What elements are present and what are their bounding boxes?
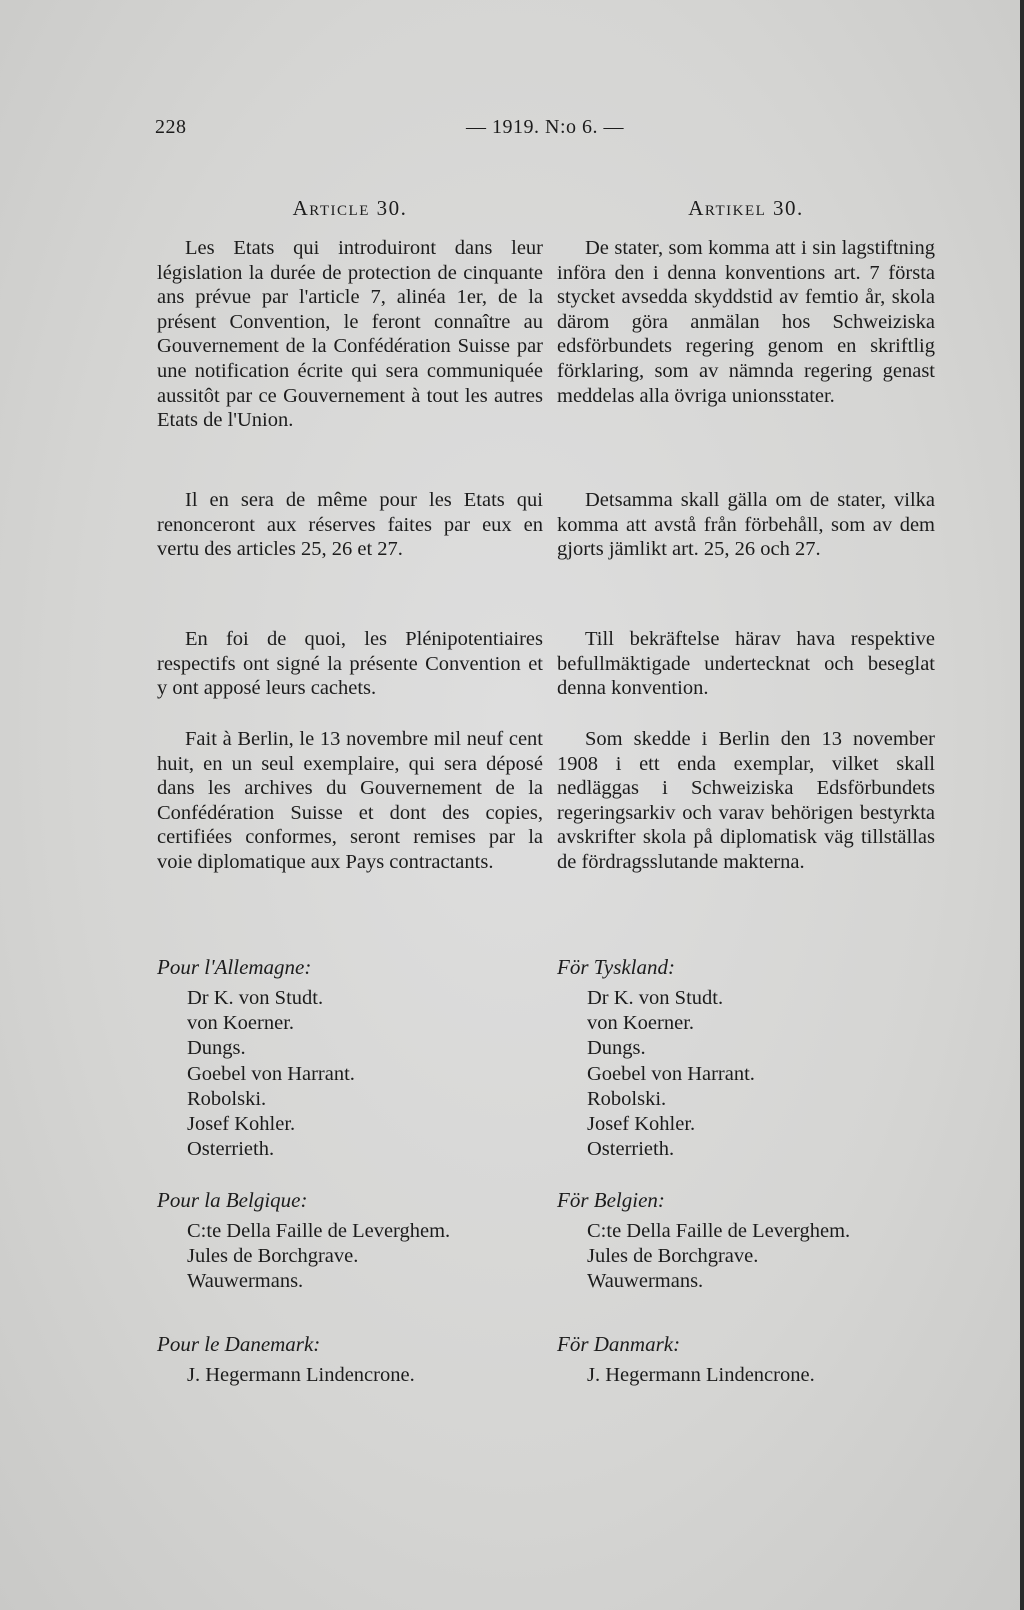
signature-heading: Pour l'Allemagne: — [157, 955, 312, 979]
signature-list — [557, 1363, 935, 1388]
signature-heading: För Belgien: — [557, 1188, 665, 1212]
signatures-denmark-swedish — [557, 1331, 935, 1388]
signatory-name: Dungs. — [587, 1037, 646, 1060]
signatory-name: Wauwermans. — [587, 1270, 704, 1293]
paragraph-swedish-4: Som skedde i Berlin den 13 november 1908 i ett enda exemplar, vilket skall nedläggas i Schweiziska Edsförbundets regeringsarkiv och varav behörigen bestyrkta avskrifter skola på diplomatisk väg tillställas de fördragsslutande makterna. — [557, 728, 935, 873]
signatures-germany-swedish — [557, 954, 935, 1162]
signatory-name: Robolski. — [587, 1087, 667, 1110]
paragraph-swedish-2: Detsamma skall gälla om de stater, vilka komma att avstå från förbehåll, som av dem gjorts jämlikt art. 25, 26 och 27. — [557, 489, 935, 561]
article-title-swedish: Artikel 30. — [688, 196, 804, 220]
signature-heading: För Tyskland: — [557, 955, 676, 979]
signatory-name: C:te Della Faille de Leverghem. — [587, 1220, 851, 1242]
signatory-name: Wauwermans. — [187, 1270, 304, 1293]
page-header — [155, 116, 935, 146]
signatures-germany-french — [157, 954, 543, 1162]
signatures-belgium-swedish — [557, 1187, 935, 1295]
signatory-name: J. Hegermann Lindencrone. — [187, 1364, 415, 1386]
paragraph-french-2: Il en sera de même pour les Etats qui renonceront aux réserves faites par eux en vertu des articles 25, 26 et 27. — [157, 489, 543, 561]
signature-heading: För Danmark: — [557, 1332, 681, 1356]
paragraph-french-1: Les Etats qui introduiront dans leur législation la durée de protection de cinquante ans prévue par l'article 7, alinéa 1er, de la présent Convention, le feront connaître au Gouvernement de la Confédération Suisse par une notification écrite qui sera communiquée aussitôt par ce Gouvernement à tout les autres Etats de l'Union. — [157, 237, 543, 432]
article-title-french: Article 30. — [292, 196, 408, 220]
signature-list — [157, 1219, 543, 1295]
signature-list — [557, 986, 935, 1162]
running-title: — 1919. N:o 6. — — [466, 116, 624, 138]
page-edge — [1020, 0, 1024, 1610]
page-number: 228 — [155, 116, 187, 138]
signatory-name: J. Hegermann Lindencrone. — [587, 1364, 815, 1386]
signatory-name: C:te Della Faille de Leverghem. — [187, 1220, 451, 1242]
signatory-name: Jules de Borchgrave. — [587, 1245, 759, 1268]
signatory-name: Jules de Borchgrave. — [187, 1245, 359, 1268]
signature-list — [157, 1363, 543, 1388]
signatory-name: Robolski. — [187, 1087, 267, 1110]
signatures-belgium-french — [157, 1187, 543, 1295]
signature-list — [557, 1219, 935, 1295]
signatory-name: Goebel von Harrant. — [587, 1062, 755, 1085]
signatory-name: Dr K. von Studt. — [587, 987, 724, 1009]
signatory-name: Osterrieth. — [587, 1138, 675, 1161]
signatures-denmark-french — [157, 1331, 543, 1388]
signatory-name: Goebel von Harrant. — [187, 1062, 355, 1085]
paragraph-french-3: En foi de quoi, les Plénipotentiaires respectifs ont signé la présente Convention et y ont apposé leurs cachets. — [157, 628, 543, 700]
signatory-name: von Koerner. — [587, 1012, 695, 1035]
signature-heading: Pour le Danemark: — [157, 1332, 321, 1356]
signature-list — [157, 986, 543, 1162]
paragraph-swedish-3: Till bekräftelse härav hava respektive befullmäktigade undertecknat och beseglat denna konvention. — [557, 628, 935, 700]
signatory-name: Josef Kohler. — [187, 1113, 296, 1136]
signatory-name: Josef Kohler. — [587, 1113, 696, 1136]
signatory-name: Osterrieth. — [187, 1138, 275, 1161]
signatory-name: Dungs. — [187, 1037, 246, 1060]
signature-heading: Pour la Belgique: — [157, 1188, 308, 1212]
signatory-name: Dr K. von Studt. — [187, 987, 324, 1009]
signatory-name: von Koerner. — [187, 1012, 295, 1035]
paragraph-swedish-1: De stater, som komma att i sin lagstiftning införa den i denna konventions art. 7 första stycket avsedda skyddstid av femtio år, skola därom göra anmälan hos Schweiziska edsförbundets regering genom en skriftlig förklaring, som av nämnda regering genast meddelas alla övriga unionsstater. — [557, 237, 935, 407]
paragraph-french-4: Fait à Berlin, le 13 novembre mil neuf cent huit, en un seul exemplaire, qui sera déposé dans les archives du Gouvernement de la Confédération Suisse et dont des copies, certifiées conformes, seront remises par la voie diplomatique aux Pays contractants. — [157, 728, 543, 873]
